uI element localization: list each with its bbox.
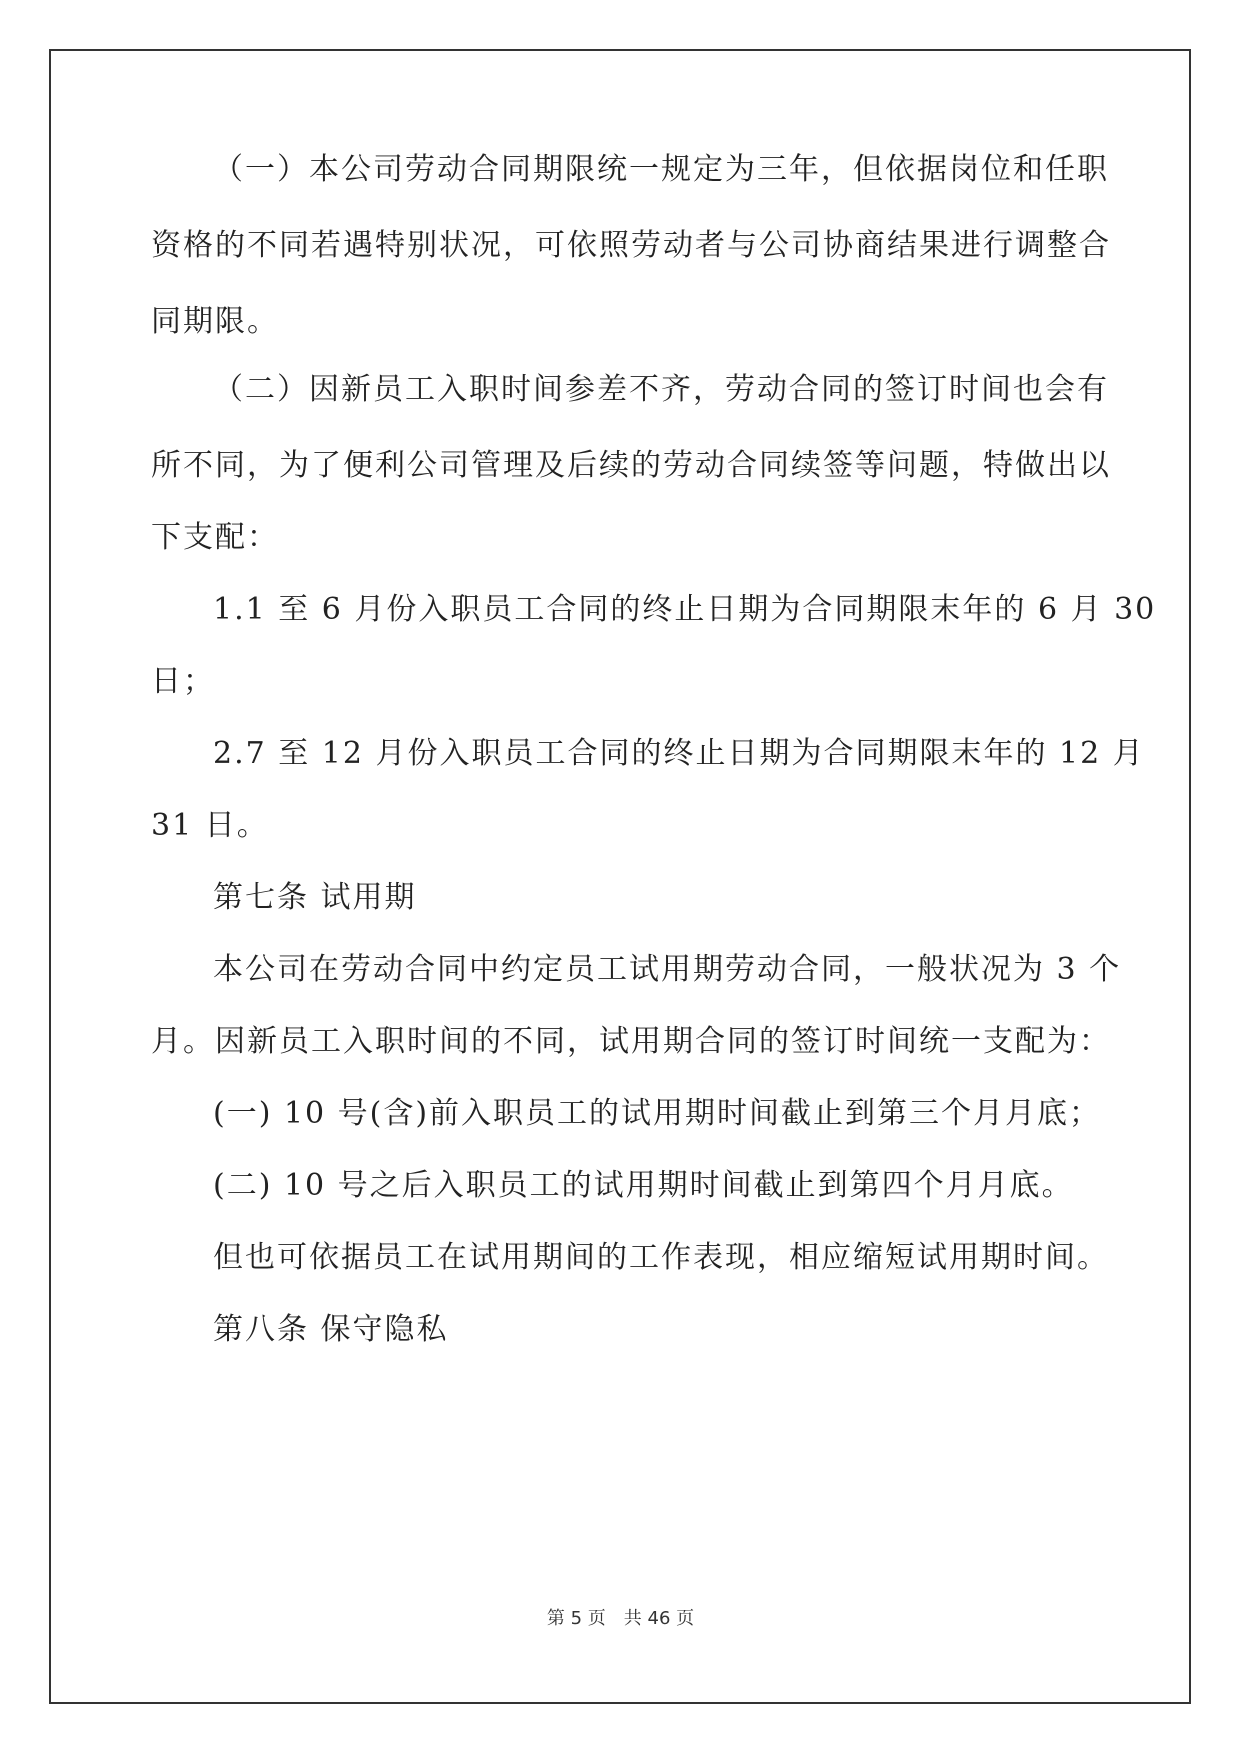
paragraph-line: 1.1 至 6 月份入职员工合同的终止日期为合同期限末年的 6 月 30	[213, 592, 1157, 627]
page-border	[49, 49, 1191, 1704]
paragraph-line: （一）本公司劳动合同期限统一规定为三年，但依据岗位和任职	[213, 152, 1109, 187]
page-total: 共 46 页	[623, 1608, 695, 1629]
paragraph-line: 日；	[151, 664, 215, 699]
paragraph-line: 月。因新员工入职时间的不同，试用期合同的签订时间统一支配为：	[151, 1024, 1111, 1059]
section-heading: 第七条 试用期	[213, 880, 417, 915]
paragraph-line: 同期限。	[151, 304, 279, 339]
page-number: 第 5 页	[546, 1608, 606, 1629]
paragraph-line: 下支配：	[151, 520, 279, 555]
paragraph-line: 所不同，为了便利公司管理及后续的劳动合同续签等问题，特做出以	[151, 448, 1111, 483]
paragraph-line: 但也可依据员工在试用期间的工作表现，相应缩短试用期时间。	[213, 1240, 1109, 1275]
paragraph-line: (一) 10 号(含)前入职员工的试用期时间截止到第三个月月底；	[213, 1096, 1102, 1131]
paragraph-line: 资格的不同若遇特别状况，可依照劳动者与公司协商结果进行调整合	[151, 228, 1111, 263]
paragraph-line: 31 日。	[151, 808, 269, 843]
section-heading: 第八条 保守隐私	[213, 1312, 449, 1347]
paragraph-line: 本公司在劳动合同中约定员工试用期劳动合同，一般状况为 3 个	[213, 952, 1122, 987]
page-footer	[0, 1604, 1241, 1630]
paragraph-line: （二）因新员工入职时间参差不齐，劳动合同的签订时间也会有	[213, 372, 1109, 407]
paragraph-line: (二) 10 号之后入职员工的试用期时间截止到第四个月月底。	[213, 1168, 1074, 1203]
paragraph-line: 2.7 至 12 月份入职员工合同的终止日期为合同期限末年的 12 月	[213, 736, 1145, 771]
